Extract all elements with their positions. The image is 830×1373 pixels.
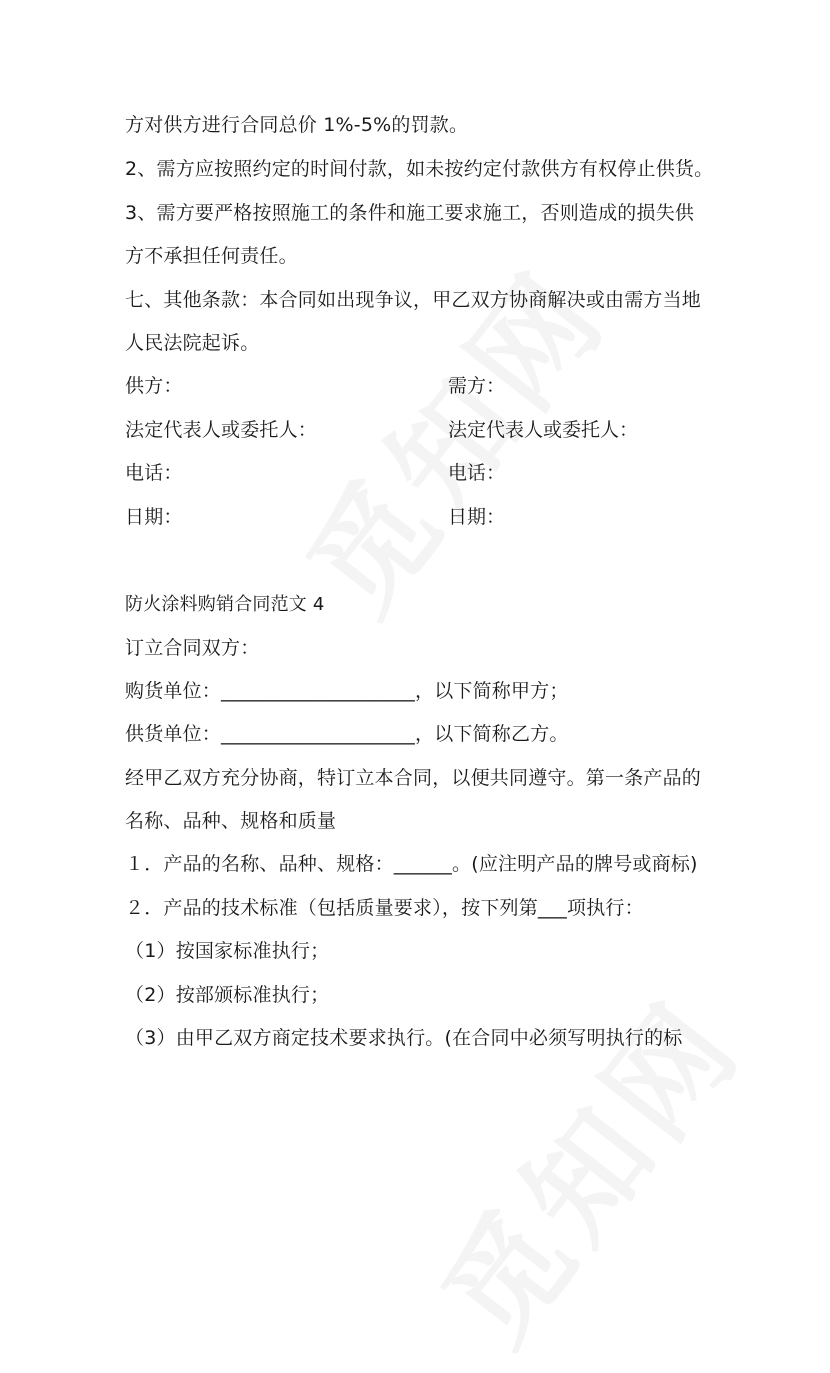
signature-left-rep-label: 法定代表人或委托人： [125,419,318,441]
contract-subitem-1: （1）按国家标准执行； [125,940,330,962]
contract-subitem-3: （3）由甲乙双方商定技术要求执行。(在合同中必须写明执行的标 [125,1027,683,1049]
signature-left-phone-label: 电话： [125,462,183,484]
signature-supplier-label: 供方： [125,375,183,397]
watermark-bottom [397,959,773,1372]
signature-right-phone-label: 电话： [448,462,506,484]
contract-supplier-unit: 供货单位：____________________，以下简称乙方。 [125,723,569,745]
paragraph-construction-cont: 方不承担任何责任。 [125,245,298,267]
paragraph-penalty: 方对供方进行合同总价 1%-5%的罚款。 [125,114,469,136]
contract-parties: 订立合同双方： [125,637,260,659]
signature-left-date-label: 日期： [125,506,183,528]
contract-intro-cont: 名称、品种、规格和质量 [125,810,337,832]
signature-right-rep-label: 法定代表人或委托人： [448,419,639,441]
paragraph-other-terms: 七、其他条款：本合同如出现争议，甲乙双方协商解决或由需方当地 [125,289,702,311]
contract-subitem-2: （2）按部颁标准执行； [125,984,330,1006]
signature-buyer-label: 需方： [448,375,506,397]
paragraph-other-terms-cont: 人民法院起诉。 [125,332,260,354]
paragraph-payment: 2、需方应按照约定的时间付款，如未按约定付款供方有权停止供货。 [125,158,714,180]
contract-buyer-unit: 购货单位：____________________，以下简称甲方； [125,680,569,702]
paragraph-construction: 3、需方要严格按照施工的条件和施工要求施工，否则造成的损失供 [125,202,695,224]
contract-title: 防火涂料购销合同范文 4 [125,594,325,615]
contract-item-2: ２．产品的技术标准（包括质量要求），按下列第___项执行： [125,897,644,919]
contract-intro: 经甲乙双方充分协商，特订立本合同，以便共同遵守。第一条产品的 [125,767,702,789]
signature-right-date-label: 日期： [448,506,506,528]
contract-item-1: １．产品的名称、品种、规格：______。(应注明产品的牌号或商标) [125,853,698,875]
